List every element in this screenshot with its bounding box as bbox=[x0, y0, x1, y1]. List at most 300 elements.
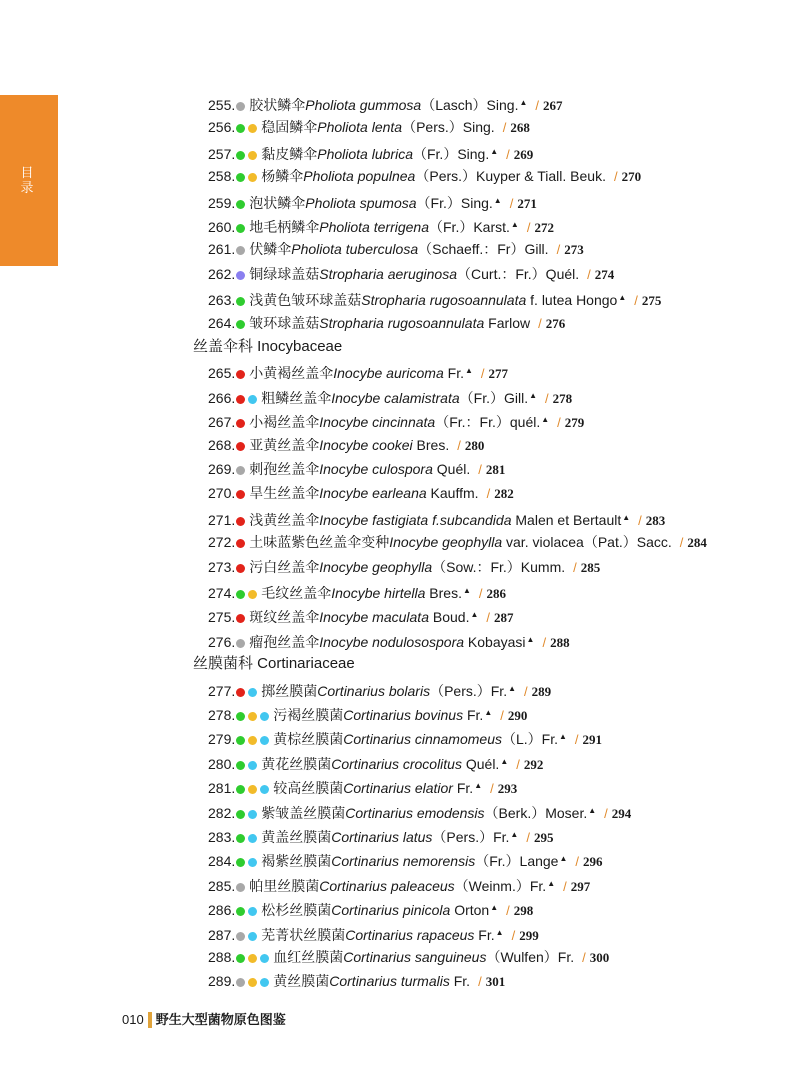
author-citation: （Fr.）Karst. bbox=[429, 219, 510, 235]
green-dot-icon bbox=[236, 200, 245, 209]
triangle-icon: ▲ bbox=[510, 220, 519, 229]
entry-number: 281. bbox=[208, 780, 236, 797]
red-dot-icon bbox=[236, 539, 245, 548]
slash-separator-icon: / bbox=[480, 366, 485, 382]
slash-separator-icon: / bbox=[575, 854, 580, 870]
triangle-icon: ▲ bbox=[519, 98, 528, 107]
page-number: 301 bbox=[485, 974, 506, 990]
green-dot-icon bbox=[236, 785, 245, 794]
scientific-name: Pholiota lenta bbox=[317, 119, 403, 136]
toc-entry[interactable] bbox=[208, 506, 665, 530]
scientific-name: Cortinarius paleaceus bbox=[319, 877, 455, 894]
author-citation: （Curt.：Fr.）Quél. bbox=[457, 265, 580, 282]
toc-entry[interactable] bbox=[208, 262, 614, 286]
category-dots bbox=[236, 458, 248, 482]
scientific-name: Cortinarius cinnamomeus bbox=[343, 731, 502, 748]
toc-entry[interactable] bbox=[208, 872, 590, 896]
triangle-icon: ▲ bbox=[588, 805, 597, 815]
toc-entry[interactable] bbox=[208, 628, 570, 652]
chinese-name: 刺孢丝盖伞 bbox=[249, 461, 320, 477]
toc-entry[interactable] bbox=[208, 555, 600, 579]
slash-separator-icon: / bbox=[582, 950, 586, 965]
yellow-dot-icon bbox=[248, 736, 257, 745]
author-citation: （Pers.）Kuyper & Tiall. Beuk. bbox=[415, 168, 606, 185]
entry-number: 256. bbox=[208, 119, 236, 136]
chinese-name: 伏鳞伞 bbox=[249, 241, 292, 258]
page-number: 290 bbox=[507, 708, 528, 723]
toc-entry[interactable] bbox=[208, 433, 484, 457]
entry-number: 263. bbox=[208, 292, 236, 309]
blue-dot-icon bbox=[248, 761, 257, 770]
blue-dot-icon bbox=[260, 954, 269, 963]
entry-number: 285. bbox=[208, 877, 236, 894]
page-number: 274 bbox=[594, 266, 615, 282]
entry-number: 278. bbox=[208, 707, 236, 723]
blue-dot-icon bbox=[260, 785, 269, 794]
author-citation: （Fr.）Gill. bbox=[459, 389, 529, 406]
triangle-icon: ▲ bbox=[474, 781, 483, 791]
author-citation: （Fr.）Sing. bbox=[412, 145, 490, 162]
category-dots bbox=[236, 946, 272, 970]
author-citation: （L.）Fr. bbox=[501, 731, 558, 748]
toc-entry[interactable] bbox=[208, 481, 514, 505]
red-dot-icon bbox=[236, 688, 245, 697]
page-number: 291 bbox=[582, 732, 603, 748]
triangle-icon: ▲ bbox=[526, 634, 535, 644]
slash-separator-icon: / bbox=[545, 390, 549, 406]
page-number: 296 bbox=[583, 854, 603, 870]
green-dot-icon bbox=[236, 761, 245, 770]
scientific-name: Stropharia aeruginosa bbox=[319, 265, 458, 282]
page-number: 268 bbox=[510, 120, 530, 136]
author-citation: Bres. bbox=[425, 585, 462, 601]
yellow-dot-icon bbox=[248, 173, 257, 182]
triangle-icon: ▲ bbox=[529, 390, 538, 400]
green-dot-icon bbox=[236, 712, 245, 721]
toc-entry[interactable] bbox=[208, 359, 508, 383]
scientific-name: Pholiota populnea bbox=[303, 168, 416, 185]
blue-dot-icon bbox=[248, 688, 257, 697]
entry-number: 277. bbox=[208, 682, 236, 699]
page-number: 280 bbox=[464, 437, 485, 453]
scientific-name: Stropharia rugosoannulata bbox=[361, 292, 527, 309]
author-citation: （Fr.）Sing. bbox=[416, 194, 493, 211]
author-citation: Bres. bbox=[412, 436, 450, 453]
scientific-name: Inocybe cookei bbox=[319, 436, 413, 453]
page-number: 279 bbox=[564, 415, 585, 431]
yellow-dot-icon bbox=[248, 712, 257, 721]
chinese-name: 地毛柄鳞伞 bbox=[249, 219, 320, 235]
side-tab-label: 目录 bbox=[20, 165, 34, 195]
author-citation: （Pers.）Sing. bbox=[402, 119, 495, 136]
green-dot-icon bbox=[236, 810, 245, 819]
chinese-name: 皱环球盖菇 bbox=[249, 314, 320, 331]
chinese-name: 泡状鳞伞 bbox=[249, 194, 306, 211]
category-dots bbox=[236, 556, 248, 580]
scientific-name: Inocybe nodulosospora bbox=[319, 633, 465, 650]
category-dots bbox=[236, 531, 248, 555]
toc-entry[interactable] bbox=[208, 799, 631, 823]
toc-entry[interactable] bbox=[208, 847, 603, 871]
toc-entry[interactable] bbox=[208, 164, 641, 188]
chinese-name: 黄棕丝膜菌 bbox=[273, 731, 344, 748]
page-number: 294 bbox=[611, 805, 632, 821]
blue-dot-icon bbox=[248, 932, 257, 941]
chinese-name: 紫皱盖丝膜菌 bbox=[261, 804, 346, 821]
chinese-name: 杨鳞伞 bbox=[261, 168, 304, 185]
entry-number: 283. bbox=[208, 829, 236, 845]
entry-number: 259. bbox=[208, 194, 236, 211]
author-citation: （Lasch）Sing. bbox=[421, 97, 519, 113]
toc-entry[interactable] bbox=[208, 237, 584, 261]
author-citation: （Pers.）Fr. bbox=[432, 829, 510, 845]
footer-page-number: 010 bbox=[122, 1012, 144, 1027]
entry-number: 279. bbox=[208, 731, 236, 748]
scientific-name: Cortinarius crocolitus bbox=[331, 755, 462, 772]
author-citation: Farlow bbox=[484, 314, 531, 331]
triangle-icon: ▲ bbox=[559, 854, 568, 864]
blue-dot-icon bbox=[248, 810, 257, 819]
chinese-name: 黄盖丝膜菌 bbox=[261, 829, 332, 845]
slash-separator-icon: / bbox=[500, 708, 504, 723]
author-citation: Fr. bbox=[443, 365, 464, 382]
chinese-name: 土味蓝紫色丝盖伞变种 bbox=[249, 534, 390, 551]
green-dot-icon bbox=[236, 124, 245, 133]
slash-separator-icon: / bbox=[614, 169, 618, 185]
chinese-name: 稳固鳞伞 bbox=[261, 119, 318, 136]
slash-separator-icon: / bbox=[478, 462, 482, 477]
grey-dot-icon bbox=[236, 932, 245, 941]
entry-number: 258. bbox=[208, 168, 236, 185]
toc-entry[interactable] bbox=[208, 311, 565, 335]
scientific-name: Inocybe hirtella bbox=[331, 585, 426, 601]
chinese-name: 粗鳞丝盖伞 bbox=[261, 389, 332, 406]
red-dot-icon bbox=[236, 442, 245, 451]
green-dot-icon bbox=[236, 590, 245, 599]
purple-dot-icon bbox=[236, 271, 245, 280]
grey-dot-icon bbox=[236, 883, 245, 892]
chinese-name: 瘤孢丝盖伞 bbox=[249, 633, 320, 650]
footer-divider bbox=[148, 1012, 152, 1028]
slash-separator-icon: / bbox=[516, 756, 520, 772]
toc-entry[interactable] bbox=[208, 140, 533, 164]
side-tab[interactable] bbox=[0, 95, 58, 266]
category-dots bbox=[236, 239, 248, 263]
slash-separator-icon: / bbox=[556, 242, 561, 258]
slash-separator-icon: / bbox=[506, 903, 510, 919]
chinese-name: 较高丝膜菌 bbox=[273, 780, 344, 797]
triangle-icon: ▲ bbox=[500, 756, 509, 766]
slash-separator-icon: / bbox=[604, 805, 608, 821]
page-number: 293 bbox=[497, 781, 518, 797]
toc-entry[interactable] bbox=[208, 91, 563, 115]
page-number: 298 bbox=[513, 903, 534, 919]
scientific-name: Pholiota tuberculosa bbox=[291, 241, 419, 258]
author-citation: Quél. bbox=[461, 755, 500, 772]
grey-dot-icon bbox=[236, 978, 245, 987]
author-citation: （Fr.：Fr.）quél. bbox=[435, 414, 541, 431]
entry-number: 255. bbox=[208, 97, 236, 113]
author-citation: Quél. bbox=[432, 461, 471, 477]
chinese-name: 芜菁状丝膜菌 bbox=[261, 926, 346, 943]
category-dots bbox=[236, 483, 248, 507]
chinese-name: 掷丝膜菌 bbox=[261, 682, 318, 699]
toc-entry[interactable] bbox=[208, 603, 514, 627]
chinese-name: 毛纹丝盖伞 bbox=[261, 585, 332, 601]
entry-number: 265. bbox=[208, 365, 236, 382]
scientific-name: Stropharia rugosoannulata bbox=[319, 314, 485, 331]
scientific-name: Inocybe culospora bbox=[319, 461, 433, 477]
scientific-name: Inocybe earleana bbox=[319, 485, 427, 502]
author-citation: Kobayasi bbox=[464, 633, 526, 650]
red-dot-icon bbox=[236, 419, 245, 428]
green-dot-icon bbox=[236, 151, 245, 160]
author-citation: （Sow.：Fr.）Kumm. bbox=[432, 558, 566, 575]
red-dot-icon bbox=[236, 490, 245, 499]
page-number: 271 bbox=[517, 195, 537, 211]
triangle-icon: ▲ bbox=[490, 146, 499, 156]
slash-separator-icon: / bbox=[502, 120, 507, 136]
scientific-name: Cortinarius emodensis bbox=[345, 804, 485, 821]
slash-separator-icon: / bbox=[486, 486, 491, 502]
category-dots bbox=[236, 434, 248, 458]
triangle-icon: ▲ bbox=[547, 878, 556, 888]
scientific-name: Inocybe geophylla bbox=[319, 558, 433, 575]
toc-entry[interactable] bbox=[208, 457, 505, 481]
entry-number: 280. bbox=[208, 755, 236, 772]
toc-entry[interactable] bbox=[208, 969, 505, 993]
chinese-name: 黄花丝膜菌 bbox=[261, 755, 332, 772]
author-citation: Fr. bbox=[452, 780, 474, 797]
triangle-icon: ▲ bbox=[510, 830, 519, 839]
toc-entry[interactable] bbox=[208, 189, 537, 213]
toc-entry[interactable] bbox=[208, 530, 707, 554]
slash-separator-icon: / bbox=[486, 610, 491, 626]
slash-separator-icon: / bbox=[490, 781, 494, 797]
category-dots bbox=[236, 117, 260, 141]
page-number: 286 bbox=[486, 586, 507, 601]
triangle-icon: ▲ bbox=[495, 927, 504, 937]
blue-dot-icon bbox=[248, 395, 257, 404]
page-footer bbox=[122, 1010, 286, 1030]
slash-separator-icon: / bbox=[526, 830, 530, 845]
scientific-name: Inocybe cincinnata bbox=[319, 414, 436, 431]
red-dot-icon bbox=[236, 564, 245, 573]
slash-separator-icon: / bbox=[511, 927, 516, 943]
triangle-icon: ▲ bbox=[490, 903, 499, 913]
entry-number: 282. bbox=[208, 804, 236, 821]
green-dot-icon bbox=[236, 907, 245, 916]
page-number: 287 bbox=[494, 610, 514, 626]
yellow-dot-icon bbox=[248, 590, 257, 599]
triangle-icon: ▲ bbox=[508, 683, 517, 693]
toc-entry[interactable] bbox=[208, 896, 533, 920]
entry-number: 268. bbox=[208, 436, 236, 453]
author-citation: （Weinm.）Fr. bbox=[454, 877, 547, 894]
entry-number: 289. bbox=[208, 973, 236, 990]
scientific-name: Inocybe geophylla bbox=[389, 534, 503, 551]
entry-number: 257. bbox=[208, 145, 236, 162]
author-citation: （Fr.）Lange bbox=[475, 853, 559, 870]
triangle-icon: ▲ bbox=[493, 195, 502, 205]
toc-entry[interactable] bbox=[208, 115, 530, 139]
toc-entry[interactable] bbox=[208, 823, 553, 847]
chinese-name: 黄丝膜菌 bbox=[273, 973, 330, 990]
author-citation: （Wulfen）Fr. bbox=[486, 949, 575, 965]
chinese-name: 胶状鳞伞 bbox=[249, 97, 306, 113]
scientific-name: Cortinarius latus bbox=[331, 829, 433, 845]
slash-separator-icon: / bbox=[538, 315, 542, 331]
yellow-dot-icon bbox=[248, 978, 257, 987]
chinese-name: 污褐丝膜菌 bbox=[273, 707, 344, 723]
green-dot-icon bbox=[236, 736, 245, 745]
scientific-name: Cortinarius rapaceus bbox=[345, 926, 475, 943]
slash-separator-icon: / bbox=[535, 98, 540, 113]
scientific-name: Cortinarius turmalis bbox=[329, 973, 450, 990]
scientific-name: Cortinarius sanguineus bbox=[343, 949, 487, 965]
triangle-icon: ▲ bbox=[618, 293, 627, 303]
author-citation: Malen et Bertault bbox=[511, 511, 622, 528]
toc-entry[interactable] bbox=[208, 384, 572, 408]
blue-dot-icon bbox=[260, 736, 269, 745]
chinese-name: 亚黄丝盖伞 bbox=[249, 436, 320, 453]
red-dot-icon bbox=[236, 517, 245, 526]
scientific-name: Cortinarius bovinus bbox=[343, 707, 464, 723]
toc-entry[interactable] bbox=[208, 408, 584, 432]
toc-entry[interactable] bbox=[208, 750, 543, 774]
page-number: 297 bbox=[570, 878, 591, 894]
toc-entry[interactable] bbox=[208, 579, 506, 603]
page-number: 276 bbox=[545, 315, 566, 331]
page-number: 275 bbox=[641, 293, 662, 309]
chinese-name: 污白丝盖伞 bbox=[249, 558, 320, 575]
page-number: 299 bbox=[519, 927, 539, 943]
category-dots bbox=[236, 971, 272, 995]
section-title: 丝盖伞科 Inocybaceae bbox=[193, 338, 343, 355]
slash-separator-icon: / bbox=[634, 293, 638, 309]
page-number: 282 bbox=[494, 486, 514, 502]
green-dot-icon bbox=[236, 297, 245, 306]
category-dots bbox=[236, 312, 248, 336]
slash-separator-icon: / bbox=[679, 535, 684, 551]
entry-number: 276. bbox=[208, 633, 236, 650]
chinese-name: 帕里丝膜菌 bbox=[249, 877, 320, 894]
entry-number: 267. bbox=[208, 414, 236, 431]
triangle-icon: ▲ bbox=[470, 610, 479, 620]
page-number: 285 bbox=[580, 559, 601, 575]
entry-number: 272. bbox=[208, 534, 236, 551]
chinese-name: 铜绿球盖菇 bbox=[249, 265, 320, 282]
slash-separator-icon: / bbox=[526, 220, 531, 235]
entry-number: 261. bbox=[208, 241, 236, 258]
scientific-name: Cortinarius elatior bbox=[343, 780, 453, 797]
blue-dot-icon bbox=[260, 978, 269, 987]
slash-separator-icon: / bbox=[457, 437, 461, 453]
chinese-name: 松杉丝膜菌 bbox=[261, 902, 332, 919]
scientific-name: Pholiota gummosa bbox=[305, 97, 422, 113]
entry-number: 288. bbox=[208, 949, 236, 965]
entry-number: 270. bbox=[208, 485, 236, 502]
scientific-name: Cortinarius bolaris bbox=[317, 682, 431, 699]
section-heading[interactable] bbox=[193, 335, 342, 359]
slash-separator-icon: / bbox=[478, 974, 482, 990]
green-dot-icon bbox=[236, 954, 245, 963]
toc-entry[interactable] bbox=[208, 725, 602, 749]
slash-separator-icon: / bbox=[542, 634, 547, 650]
triangle-icon: ▲ bbox=[622, 512, 631, 522]
yellow-dot-icon bbox=[248, 124, 257, 133]
slash-separator-icon: / bbox=[573, 559, 577, 575]
author-citation: （Pers.）Fr. bbox=[430, 682, 508, 699]
scientific-name: Pholiota spumosa bbox=[305, 194, 417, 211]
entry-number: 262. bbox=[208, 265, 236, 282]
green-dot-icon bbox=[236, 224, 245, 233]
toc-entry[interactable] bbox=[208, 286, 661, 310]
grey-dot-icon bbox=[236, 466, 245, 475]
page-number: 278 bbox=[552, 390, 573, 406]
chinese-name: 小褐丝盖伞 bbox=[249, 414, 320, 431]
chinese-name: 浅黄丝盖伞 bbox=[249, 511, 320, 528]
category-dots bbox=[236, 263, 248, 287]
yellow-dot-icon bbox=[248, 785, 257, 794]
scientific-name: Inocybe auricoma bbox=[333, 365, 444, 382]
author-citation: var. violacea（Pat.）Sacc. bbox=[502, 534, 672, 551]
slash-separator-icon: / bbox=[563, 878, 567, 894]
toc-entry[interactable] bbox=[208, 213, 554, 237]
green-dot-icon bbox=[236, 320, 245, 329]
chinese-name: 旱生丝盖伞 bbox=[249, 485, 320, 502]
toc-entry[interactable] bbox=[208, 677, 551, 701]
section-title: 丝膜菌科 Cortinariaceae bbox=[193, 655, 355, 673]
scientific-name: Pholiota lubrica bbox=[317, 145, 413, 162]
slash-separator-icon: / bbox=[587, 266, 591, 282]
grey-dot-icon bbox=[236, 246, 245, 255]
entry-number: 286. bbox=[208, 902, 236, 919]
page-number: 289 bbox=[531, 683, 552, 699]
scientific-name: Inocybe maculata bbox=[319, 609, 429, 626]
entry-number: 284. bbox=[208, 853, 236, 870]
entry-number: 274. bbox=[208, 585, 236, 601]
toc-entry[interactable] bbox=[208, 774, 517, 798]
toc-entry[interactable] bbox=[208, 945, 609, 969]
yellow-dot-icon bbox=[248, 954, 257, 963]
toc-entry[interactable] bbox=[208, 701, 527, 725]
page-number: 281 bbox=[485, 462, 506, 477]
page-number: 270 bbox=[621, 169, 642, 185]
toc-entry[interactable] bbox=[208, 921, 539, 945]
author-citation: （Schaeff.：Fr）Gill. bbox=[418, 241, 549, 258]
page-number: 267 bbox=[543, 98, 563, 113]
chinese-name: 浅黄色皱环球盖菇 bbox=[249, 292, 362, 309]
green-dot-icon bbox=[236, 173, 245, 182]
triangle-icon: ▲ bbox=[465, 366, 473, 376]
slash-separator-icon: / bbox=[509, 195, 514, 211]
entry-number: 269. bbox=[208, 461, 236, 477]
blue-dot-icon bbox=[248, 834, 257, 843]
author-citation: f. lutea Hongo bbox=[526, 292, 618, 309]
page-number: 273 bbox=[564, 242, 584, 258]
entry-number: 273. bbox=[208, 558, 236, 575]
red-dot-icon bbox=[236, 614, 245, 623]
chinese-name: 斑纹丝盖伞 bbox=[249, 609, 320, 626]
page-number: 277 bbox=[488, 366, 509, 382]
slash-separator-icon: / bbox=[557, 415, 561, 431]
page-number: 284 bbox=[687, 535, 707, 551]
triangle-icon: ▲ bbox=[559, 732, 567, 742]
section-heading[interactable] bbox=[193, 652, 355, 676]
slash-separator-icon: / bbox=[524, 683, 528, 699]
green-dot-icon bbox=[236, 834, 245, 843]
